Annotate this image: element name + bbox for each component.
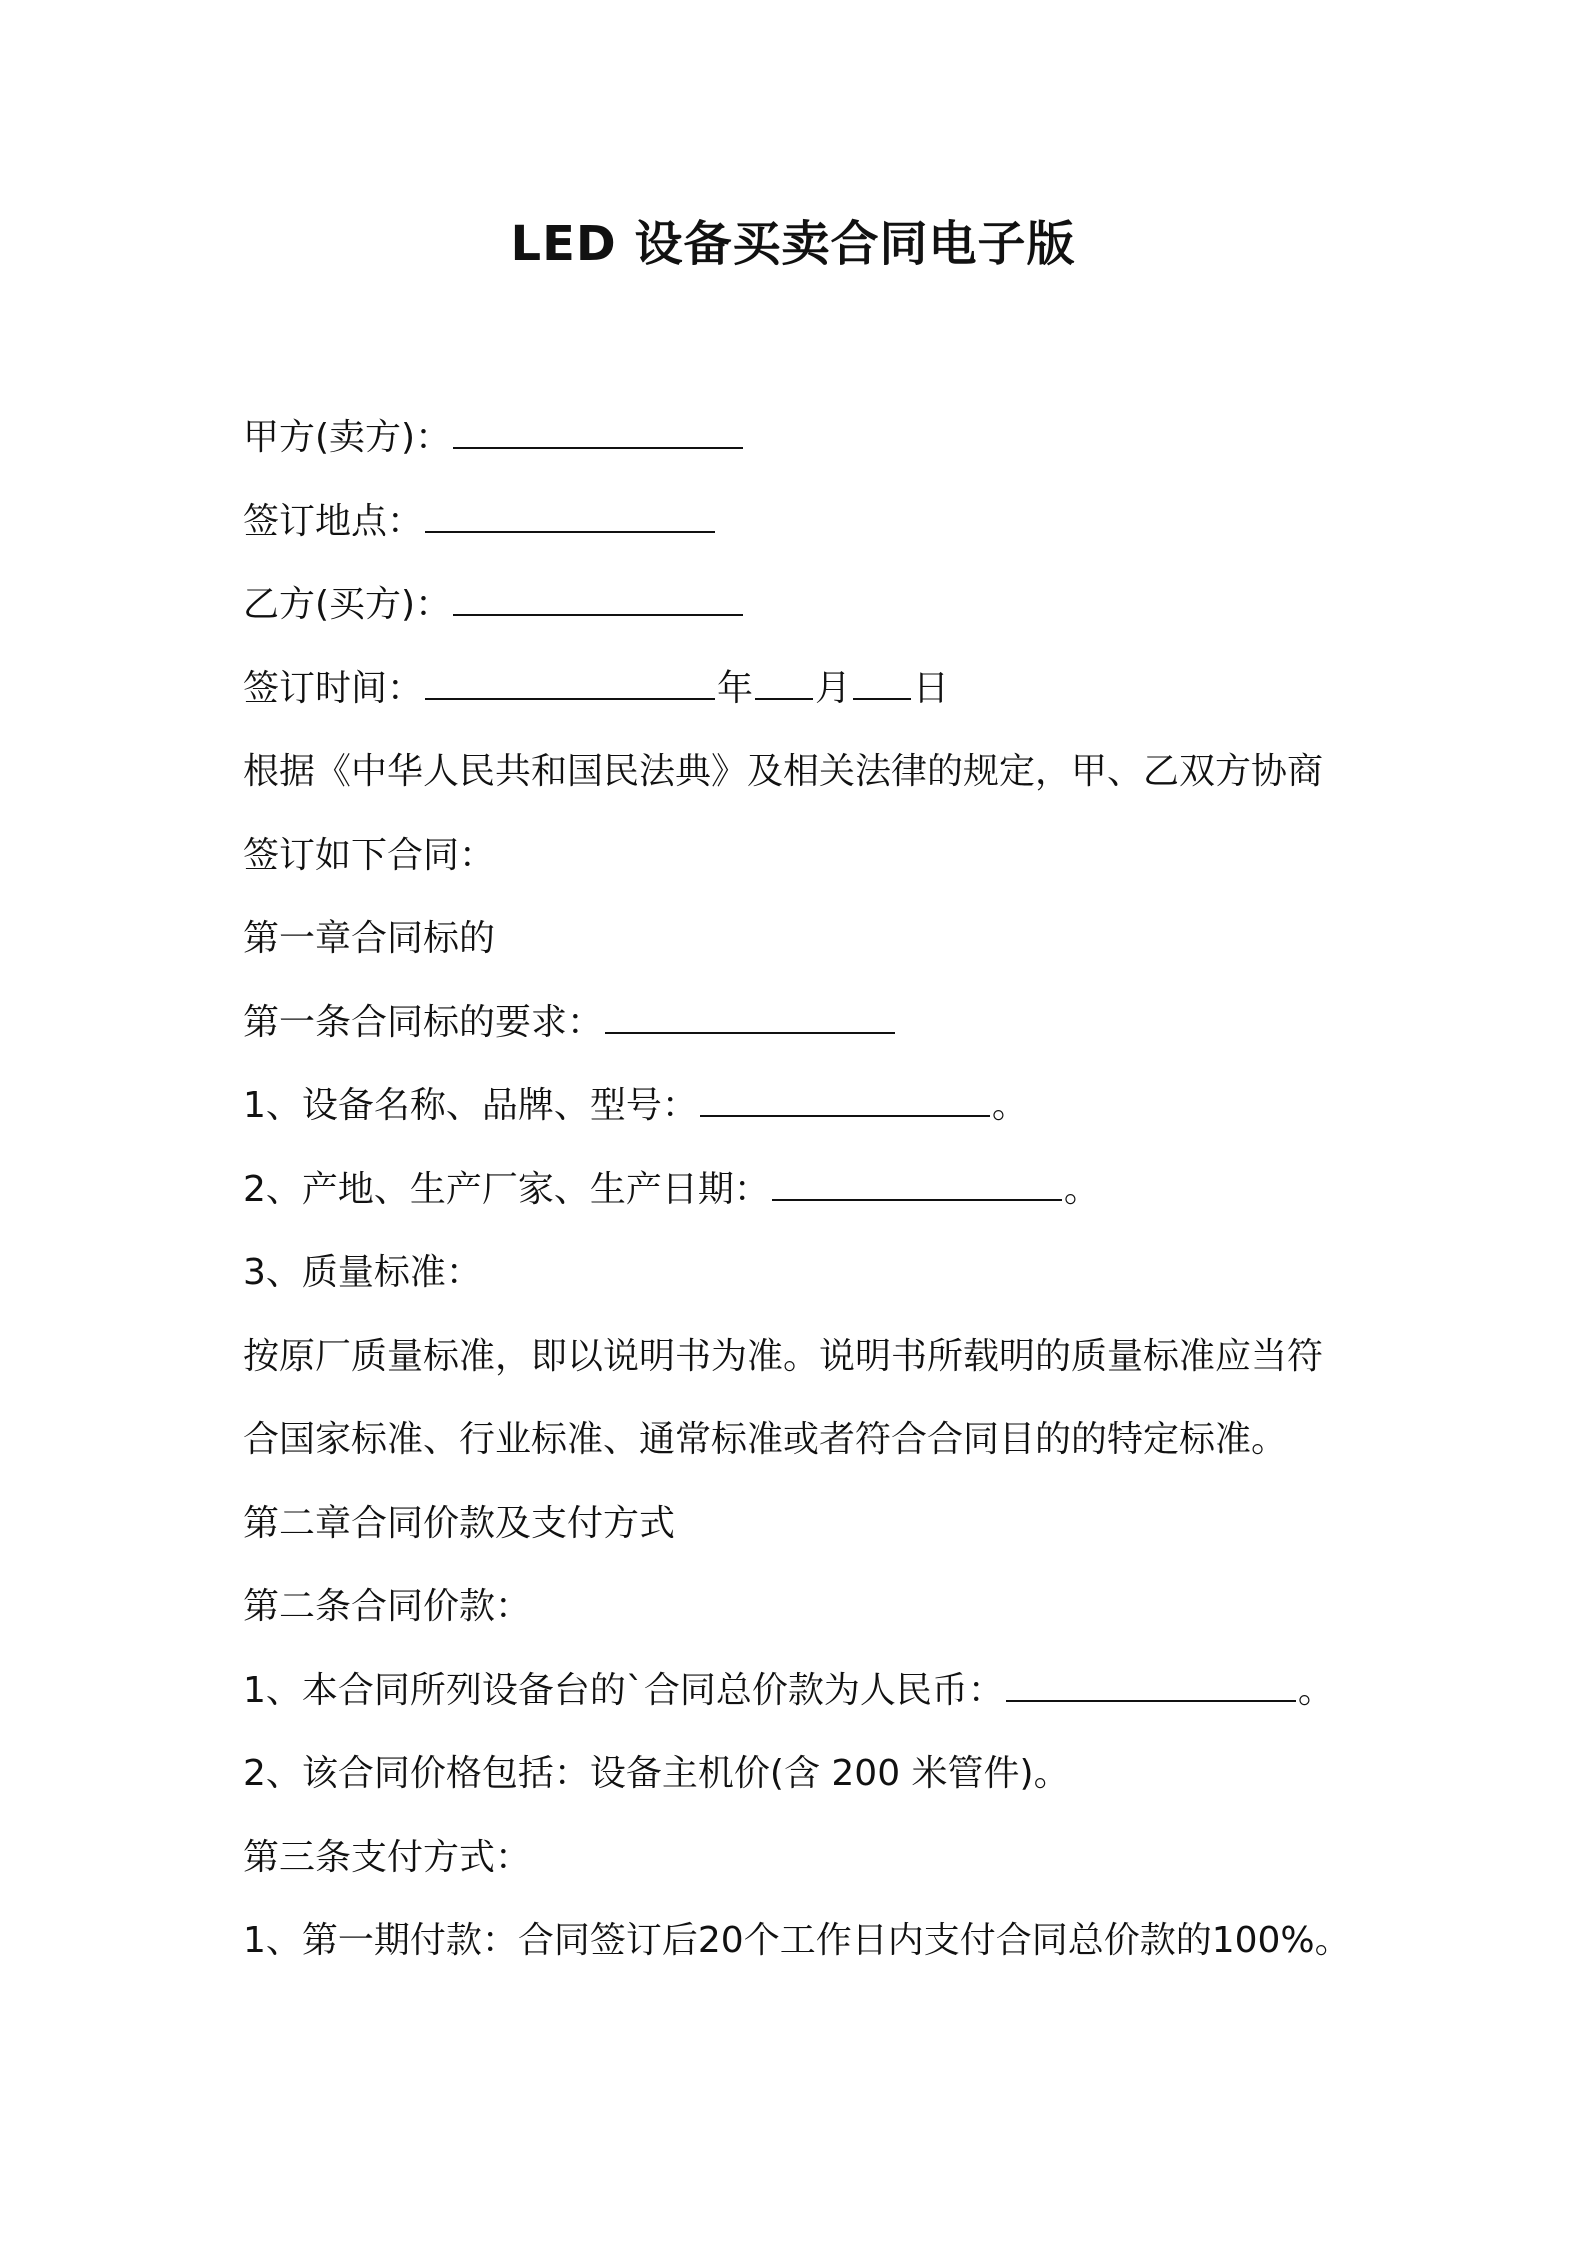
article-2-line: 第二条合同价款： — [243, 1586, 532, 1627]
item-1-3-line: 3、质量标准： — [243, 1252, 482, 1293]
document-title: LED 设备买卖合同电子版 — [510, 216, 1076, 272]
item-1-2-end: 。 — [1063, 1168, 1100, 1210]
item-1-1-line — [243, 1071, 1373, 1155]
chapter-1-heading: 第一章合同标的 — [243, 918, 496, 959]
party-a-line — [243, 403, 1373, 487]
quality-line-2: 合国家标准、行业标准、通常标准或者符合合同目的的特定标准。 — [243, 1419, 1288, 1460]
party-a-label: 甲方(卖方)： — [243, 417, 452, 458]
article-1-line — [243, 988, 1373, 1072]
party-b-blank — [453, 610, 743, 616]
article-1-blank — [605, 1028, 895, 1034]
chapter-2-heading: 第二章合同价款及支付方式 — [243, 1502, 676, 1544]
signing-place-label: 签订地点： — [243, 500, 424, 542]
signing-month-blank — [755, 694, 813, 700]
party-b-line — [243, 570, 1373, 654]
item-2-1-label: 1、本合同所列设备台的`合同总价款为人民币： — [243, 1669, 1004, 1711]
day-label: 日 — [913, 667, 950, 709]
signing-day-blank — [853, 694, 911, 700]
item-2-2-line: 2、该合同价格包括：设备主机价(含 200 米管件)。 — [243, 1753, 1070, 1794]
item-1-2-line — [243, 1155, 1373, 1239]
signing-time-label: 签订时间： — [243, 667, 424, 709]
preamble-line-1: 根据《中华人民共和国民法典》及相关法律的规定，甲、乙双方协商 — [243, 751, 1324, 792]
item-2-1-line — [243, 1656, 1373, 1740]
item-1-1-label: 1、设备名称、品牌、型号： — [243, 1085, 698, 1126]
article-1-label: 第一条合同标的要求： — [243, 1001, 604, 1043]
item-2-1-blank — [1006, 1696, 1296, 1702]
item-1-2-blank — [772, 1195, 1062, 1201]
item-1-2-label: 2、产地、生产厂家、生产日期： — [243, 1168, 770, 1210]
party-b-label: 乙方(买方)： — [243, 584, 452, 625]
item-2-1-end: 。 — [1297, 1669, 1334, 1711]
signing-place-blank — [425, 527, 715, 533]
party-a-blank — [453, 443, 743, 449]
preamble-line-2: 签订如下合同： — [243, 834, 496, 876]
item-3-1-line: 1、第一期付款：合同签订后20个工作日内支付合同总价款的100%。 — [243, 1920, 1351, 1961]
signing-time-line — [243, 654, 1373, 738]
year-label: 年 — [717, 667, 754, 709]
item-1-1-end: 。 — [991, 1085, 1028, 1126]
month-label: 月 — [815, 667, 852, 709]
contract-body — [243, 403, 1373, 1990]
quality-line-1: 按原厂质量标准，即以说明书为准。说明书所载明的质量标准应当符 — [243, 1335, 1324, 1377]
article-3-line: 第三条支付方式： — [243, 1836, 532, 1878]
signing-place-line — [243, 487, 1373, 571]
signing-year-blank — [425, 694, 715, 700]
item-1-1-blank — [700, 1111, 990, 1117]
